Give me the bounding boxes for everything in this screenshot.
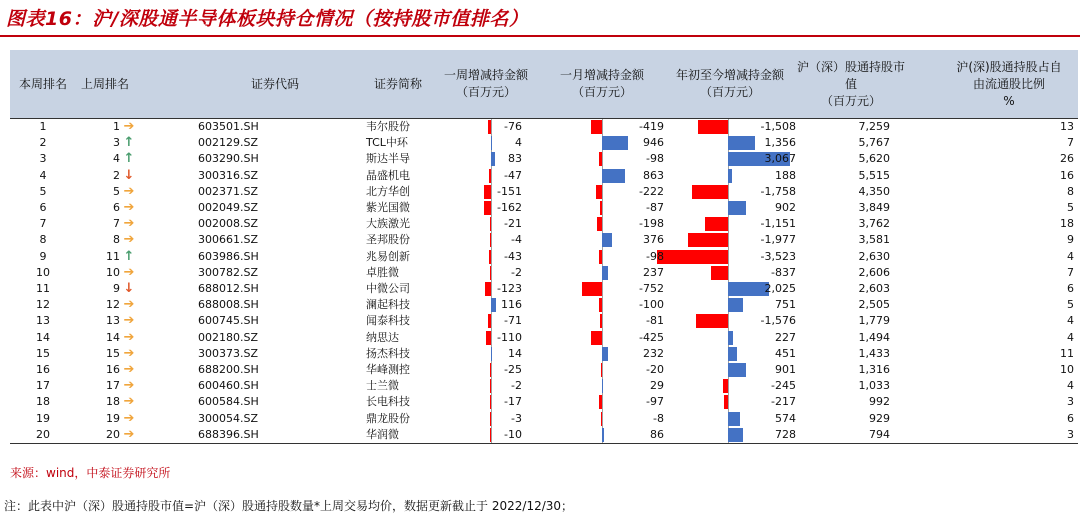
up-arrow-icon: ↑: [123, 248, 135, 264]
table-row: [10, 216, 1078, 232]
cell-week-change: -151: [497, 184, 522, 198]
cell-rank: 1: [39, 120, 47, 133]
cell-month-change: -222: [639, 184, 664, 198]
cell-ytd-change: 2,025: [764, 282, 796, 295]
right-arrow-icon: ➔: [123, 329, 135, 345]
cell-name: 斯达半导: [366, 152, 410, 166]
cell-month-change: 29: [650, 379, 664, 393]
cell-code: 603501.SH: [198, 120, 259, 133]
cell-prev-rank: 2: [113, 168, 120, 182]
cell-code: 688008.SH: [198, 298, 259, 312]
cell-week-change: -47: [504, 168, 522, 182]
cell-market-value: 1,779: [858, 314, 890, 328]
cell-code: 688012.SH: [198, 282, 259, 295]
cell-code: 688396.SH: [198, 427, 259, 441]
cell-ytd-change: -3,523: [760, 249, 796, 263]
cell-ytd-change: 901: [775, 363, 796, 376]
cell-ytd-change: -837: [771, 265, 796, 279]
cell-prev-rank: 10: [106, 265, 120, 279]
cell-ytd-change: -1,758: [760, 184, 796, 198]
cell-float-ratio: 3: [1067, 427, 1074, 441]
right-arrow-icon: ➔: [123, 345, 135, 361]
cell-market-value: 3,849: [858, 201, 890, 214]
table-row: [10, 411, 1078, 427]
cell-name: 鼎龙股份: [366, 411, 410, 425]
table-row: [10, 330, 1078, 346]
cell-market-value: 3,581: [858, 233, 890, 247]
cell-float-ratio: 18: [1060, 217, 1074, 231]
table-row: [10, 151, 1078, 167]
cell-market-value: 5,620: [858, 152, 890, 166]
down-arrow-icon: ↓: [123, 281, 135, 296]
cell-ytd-change: -245: [771, 379, 796, 393]
table-row: [10, 249, 1078, 265]
cell-code: 002049.SZ: [198, 201, 259, 214]
cell-name: TCL中环: [366, 136, 408, 150]
cell-rank: 2: [39, 136, 47, 150]
cell-week-change: -123: [497, 282, 522, 295]
cell-ytd-change: -217: [771, 395, 796, 409]
cell-prev-rank: 17: [106, 379, 120, 393]
table-row: [10, 346, 1078, 362]
table-row: [10, 168, 1078, 184]
title-divider: [0, 35, 1080, 37]
cell-week-change: 14: [508, 346, 522, 360]
cell-code: 002008.SZ: [198, 217, 259, 231]
cell-code: 002371.SZ: [198, 184, 259, 198]
cell-prev-rank: 8: [113, 233, 120, 247]
cell-ytd-change: -1,576: [760, 314, 796, 328]
cell-float-ratio: 6: [1067, 411, 1074, 425]
cell-month-change: -20: [646, 363, 664, 376]
cell-code: 300373.SZ: [198, 346, 259, 360]
cell-month-change: 237: [643, 265, 664, 279]
cell-ytd-change: 1,356: [764, 136, 796, 150]
cell-week-change: -43: [504, 249, 522, 263]
table-row: [10, 232, 1078, 248]
cell-name: 圣邦股份: [366, 233, 410, 247]
cell-ytd-change: 227: [775, 330, 796, 344]
cell-rank: 15: [36, 346, 50, 360]
cell-market-value: 5,767: [858, 136, 890, 150]
cell-prev-rank: 20: [106, 427, 120, 441]
cell-code: 603986.SH: [198, 249, 259, 263]
header-month-change: 一月增减持金额 （百万元）: [559, 68, 644, 99]
right-arrow-icon: ➔: [123, 232, 135, 248]
cell-market-value: 1,033: [858, 379, 890, 393]
cell-prev-rank: 15: [106, 346, 120, 360]
cell-float-ratio: 16: [1060, 168, 1074, 182]
cell-float-ratio: 3: [1067, 395, 1074, 409]
cell-week-change: 116: [501, 298, 522, 312]
cell-week-change: -2: [511, 379, 522, 393]
cell-code: 300054.SZ: [198, 411, 259, 425]
cell-code: 600460.SH: [198, 379, 259, 393]
cell-code: 300661.SZ: [198, 233, 259, 247]
cell-prev-rank: 18: [106, 395, 120, 409]
cell-rank: 10: [36, 265, 50, 279]
down-arrow-icon: ↓: [123, 167, 135, 183]
up-arrow-icon: ↑: [123, 135, 135, 151]
cell-market-value: 2,630: [858, 249, 890, 263]
cell-float-ratio: 6: [1067, 282, 1074, 295]
table-row: [10, 135, 1078, 151]
right-arrow-icon: ➔: [123, 200, 135, 215]
cell-code: 600584.SH: [198, 395, 259, 409]
cell-rank: 5: [39, 184, 47, 198]
cell-month-change: -97: [646, 395, 664, 409]
cell-float-ratio: 9: [1067, 233, 1074, 247]
cell-market-value: 929: [869, 411, 890, 425]
cell-prev-rank: 16: [106, 363, 120, 376]
right-arrow-icon: ➔: [123, 410, 135, 426]
header-code: 证券代码: [250, 76, 299, 91]
cell-code: 300782.SZ: [198, 265, 259, 279]
cell-ytd-change: -1,977: [760, 233, 796, 247]
cell-name: 中微公司: [366, 282, 410, 295]
cell-rank: 13: [36, 314, 50, 328]
cell-week-change: -71: [504, 314, 522, 328]
cell-week-change: -17: [504, 395, 522, 409]
cell-ytd-change: 3,067: [764, 152, 796, 166]
cell-name: 北方华创: [366, 184, 410, 198]
right-arrow-icon: ➔: [123, 362, 135, 377]
cell-ytd-change: -1,151: [760, 217, 796, 231]
note-text: 注：此表中沪（深）股通持股市值=沪（深）股通持股数量*上周交易均价，数据更新截止于 2022/12/30；: [4, 499, 574, 513]
cell-month-change: 86: [650, 427, 664, 441]
table-row: [10, 281, 1078, 297]
cell-name: 大族激光: [366, 217, 410, 231]
cell-code: 603290.SH: [198, 152, 259, 166]
cell-rank: 19: [36, 411, 50, 425]
table-row: [10, 184, 1078, 200]
cell-rank: 11: [36, 282, 50, 295]
cell-float-ratio: 10: [1060, 363, 1074, 376]
cell-name: 纳思达: [366, 330, 399, 344]
cell-week-change: -4: [511, 233, 522, 247]
cell-rank: 9: [39, 249, 47, 263]
table-row: [10, 265, 1078, 281]
cell-name: 长电科技: [366, 395, 410, 409]
cell-float-ratio: 4: [1067, 314, 1074, 328]
cell-month-change: -425: [639, 330, 664, 344]
cell-month-change: -752: [639, 282, 664, 295]
table-row: [10, 297, 1078, 313]
cell-rank: 8: [39, 233, 47, 247]
cell-rank: 14: [36, 330, 50, 344]
cell-market-value: 992: [869, 395, 890, 409]
cell-float-ratio: 4: [1067, 330, 1074, 344]
cell-ytd-change: 188: [775, 168, 796, 182]
cell-ytd-change: -1,508: [760, 120, 796, 133]
cell-float-ratio: 13: [1060, 120, 1074, 133]
cell-week-change: -76: [504, 120, 522, 133]
cell-rank: 3: [39, 152, 47, 166]
cell-float-ratio: 7: [1067, 136, 1074, 150]
cell-name: 澜起科技: [366, 298, 410, 312]
cell-month-change: 376: [643, 233, 664, 247]
cell-month-change: -100: [639, 298, 664, 312]
cell-prev-rank: 4: [113, 152, 120, 166]
cell-float-ratio: 4: [1067, 379, 1074, 393]
cell-week-change: 83: [508, 152, 522, 166]
header-float-ratio: 沪(深)股通持股占自 由流通股比例 %: [956, 59, 1062, 108]
cell-market-value: 2,505: [858, 298, 890, 312]
cell-rank: 4: [39, 168, 47, 182]
cell-name: 闻泰科技: [366, 314, 410, 328]
cell-prev-rank: 19: [106, 411, 120, 425]
table-row: [10, 200, 1078, 216]
cell-name: 华润微: [366, 427, 399, 441]
cell-prev-rank: 3: [113, 136, 120, 150]
table-row: [10, 427, 1078, 443]
cell-float-ratio: 5: [1067, 298, 1074, 312]
cell-prev-rank: 1: [113, 120, 120, 133]
cell-market-value: 7,259: [858, 120, 890, 133]
cell-rank: 7: [39, 217, 47, 231]
header-week-change: 一周增减持金额 （百万元）: [443, 68, 528, 99]
cell-market-value: 794: [869, 427, 890, 441]
table-row: [10, 394, 1078, 410]
cell-market-value: 2,603: [858, 282, 890, 295]
cell-name: 士兰微: [366, 379, 399, 393]
cell-code: 002180.SZ: [198, 330, 259, 344]
cell-name: 卓胜微: [366, 265, 399, 279]
up-arrow-icon: ↑: [123, 151, 135, 167]
right-arrow-icon: ➔: [123, 313, 135, 329]
right-arrow-icon: ➔: [123, 264, 135, 280]
table-bottom-divider: [10, 443, 1078, 444]
cell-week-change: -162: [497, 201, 522, 214]
cell-week-change: 4: [515, 136, 522, 150]
cell-month-change: -87: [646, 201, 664, 214]
cell-month-change: 863: [643, 168, 664, 182]
cell-float-ratio: 5: [1067, 201, 1074, 214]
cell-float-ratio: 26: [1060, 152, 1074, 166]
cell-name: 华峰测控: [366, 363, 410, 376]
cell-rank: 6: [39, 201, 47, 214]
right-arrow-icon: ➔: [123, 216, 135, 232]
cell-month-change: 232: [643, 346, 664, 360]
cell-market-value: 3,762: [858, 217, 890, 231]
cell-name: 晶盛机电: [366, 168, 410, 182]
cell-ytd-change: 451: [775, 346, 796, 360]
table-row: [10, 313, 1078, 329]
cell-prev-rank: 5: [113, 184, 120, 198]
cell-week-change: -3: [511, 411, 522, 425]
right-arrow-icon: ➔: [123, 394, 135, 410]
table-row: [10, 119, 1078, 135]
cell-rank: 12: [36, 298, 50, 312]
cell-month-change: -198: [639, 217, 664, 231]
cell-week-change: -21: [504, 217, 522, 231]
cell-week-change: -10: [504, 427, 522, 441]
cell-market-value: 1,316: [858, 363, 890, 376]
cell-name: 韦尔股份: [366, 120, 410, 133]
cell-rank: 16: [36, 363, 50, 376]
cell-week-change: -2: [511, 265, 522, 279]
cell-code: 300316.SZ: [198, 168, 259, 182]
cell-code: 002129.SZ: [198, 136, 259, 150]
cell-ytd-change: 751: [775, 298, 796, 312]
cell-ytd-change: 902: [775, 201, 796, 214]
table-row: [10, 378, 1078, 394]
cell-prev-rank: 14: [106, 330, 120, 344]
cell-prev-rank: 11: [106, 249, 120, 263]
cell-rank: 20: [36, 427, 50, 441]
header-rank-last-week: 上周排名: [80, 76, 129, 91]
cell-month-change: -81: [646, 314, 664, 328]
cell-prev-rank: 12: [106, 298, 120, 312]
table-row: [10, 362, 1078, 378]
cell-rank: 17: [36, 379, 50, 393]
cell-week-change: -25: [504, 363, 522, 376]
cell-prev-rank: 9: [113, 282, 120, 295]
cell-market-value: 1,433: [858, 346, 890, 360]
right-arrow-icon: ➔: [123, 119, 135, 134]
cell-market-value: 4,350: [858, 184, 890, 198]
right-arrow-icon: ➔: [123, 426, 135, 442]
right-arrow-icon: ➔: [123, 378, 135, 394]
source-text: 来源：wind，中泰证券研究所: [10, 466, 171, 480]
cell-market-value: 5,515: [858, 168, 890, 182]
cell-month-change: -98: [646, 249, 664, 263]
page-title: 图表16：沪/深股通半导体板块持仓情况（按持股市值排名）: [6, 8, 529, 30]
cell-code: 688200.SH: [198, 363, 259, 376]
cell-rank: 18: [36, 395, 50, 409]
cell-month-change: -419: [639, 120, 664, 133]
cell-week-change: -110: [497, 330, 522, 344]
header-ytd-change: 年初至今增减持金额 （百万元）: [675, 68, 784, 99]
cell-float-ratio: 11: [1060, 346, 1074, 360]
header-rank-this-week: 本周排名: [18, 76, 67, 91]
cell-name: 扬杰科技: [366, 346, 410, 360]
cell-ytd-change: 728: [775, 427, 796, 441]
cell-prev-rank: 7: [113, 217, 120, 231]
header-name: 证券简称: [373, 76, 422, 91]
right-arrow-icon: ➔: [123, 183, 135, 199]
cell-float-ratio: 7: [1067, 265, 1074, 279]
cell-month-change: -98: [646, 152, 664, 166]
cell-code: 600745.SH: [198, 314, 259, 328]
cell-float-ratio: 8: [1067, 184, 1074, 198]
cell-prev-rank: 13: [106, 314, 120, 328]
cell-prev-rank: 6: [113, 201, 120, 214]
cell-month-change: 946: [643, 136, 664, 150]
cell-float-ratio: 4: [1067, 249, 1074, 263]
cell-ytd-change: 574: [775, 411, 796, 425]
cell-name: 兆易创新: [366, 249, 410, 263]
header-market-value: 沪（深）股通持股市值 （百万元）: [796, 59, 905, 108]
right-arrow-icon: ➔: [123, 297, 135, 313]
cell-market-value: 1,494: [858, 330, 890, 344]
cell-month-change: -8: [653, 411, 664, 425]
cell-market-value: 2,606: [858, 265, 890, 279]
cell-name: 紫光国微: [366, 201, 410, 214]
